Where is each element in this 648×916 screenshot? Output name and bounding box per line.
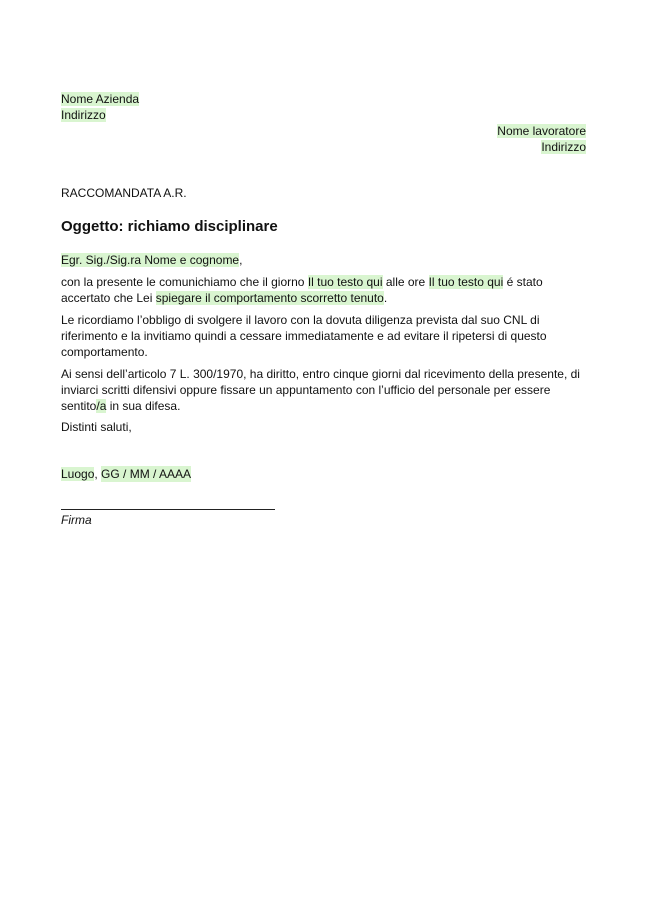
paragraph-incident-text-1: con la presente le comunichiamo che il giorno bbox=[61, 275, 308, 289]
paragraph-incident-text-4: . bbox=[383, 291, 388, 305]
paragraph-rights-end: in sua difesa. bbox=[106, 399, 181, 413]
paragraph-rights bbox=[61, 366, 591, 414]
closing: Distinti saluti, bbox=[61, 420, 132, 434]
gender-placeholder-field[interactable]: /a bbox=[96, 399, 107, 413]
salutation-field[interactable] bbox=[61, 253, 239, 267]
sender-company-field[interactable]: Nome Azienda bbox=[61, 92, 140, 106]
paragraph-reminder: Le ricordiamo l’obbligo di svolgere il lavoro con la dovuta diligenza prevista dal suo CNL di riferimento e la invitiamo quindi a cessare immediatamente e ad evitare il ripetersi di questo comportamento. bbox=[61, 313, 547, 359]
day-placeholder-field[interactable]: Il tuo testo qui bbox=[307, 275, 383, 289]
paragraph-incident-text-3: é stato accertato che Lei bbox=[61, 275, 543, 305]
date-field[interactable]: GG / MM / AAAA bbox=[101, 467, 192, 481]
place-date-separator: , bbox=[94, 467, 102, 481]
salutation-prefix: Egr. Sig./Sig.ra bbox=[61, 253, 142, 267]
place-date bbox=[61, 466, 191, 482]
delivery-note: RACCOMANDATA A.R. bbox=[61, 186, 187, 200]
recipient-name-field[interactable]: Nome lavoratore bbox=[497, 124, 586, 138]
paragraph-rights-text: Ai sensi dell’articolo 7 L. 300/1970, ha diritto, entro cinque giorni dal ricevimento della presente, di inviarci scritti difensivi oppure fissare un appuntamento con l’ufficio del personale per essere sentito bbox=[61, 367, 580, 413]
paragraph-incident-text-2: alle ore bbox=[382, 275, 429, 289]
subject-heading: Oggetto: richiamo disciplinare bbox=[61, 218, 278, 235]
salutation-name: Nome e cognome bbox=[144, 253, 240, 267]
paragraph-incident bbox=[61, 274, 591, 306]
sender-company bbox=[61, 91, 139, 107]
place-field[interactable]: Luogo bbox=[61, 467, 95, 481]
recipient-name bbox=[497, 123, 586, 139]
signature-label: Firma bbox=[61, 513, 92, 527]
sender-address-field[interactable]: Indirizzo bbox=[61, 108, 106, 122]
sender-address bbox=[61, 107, 106, 123]
signature-line bbox=[61, 509, 275, 510]
behavior-placeholder-field[interactable]: spiegare il comportamento scorretto tenuto bbox=[155, 291, 384, 305]
time-placeholder-field[interactable]: Il tuo testo qui bbox=[428, 275, 504, 289]
salutation-suffix: , bbox=[239, 253, 243, 267]
salutation bbox=[61, 252, 242, 268]
recipient-address-field[interactable]: Indirizzo bbox=[541, 140, 586, 154]
recipient-address bbox=[541, 139, 586, 155]
